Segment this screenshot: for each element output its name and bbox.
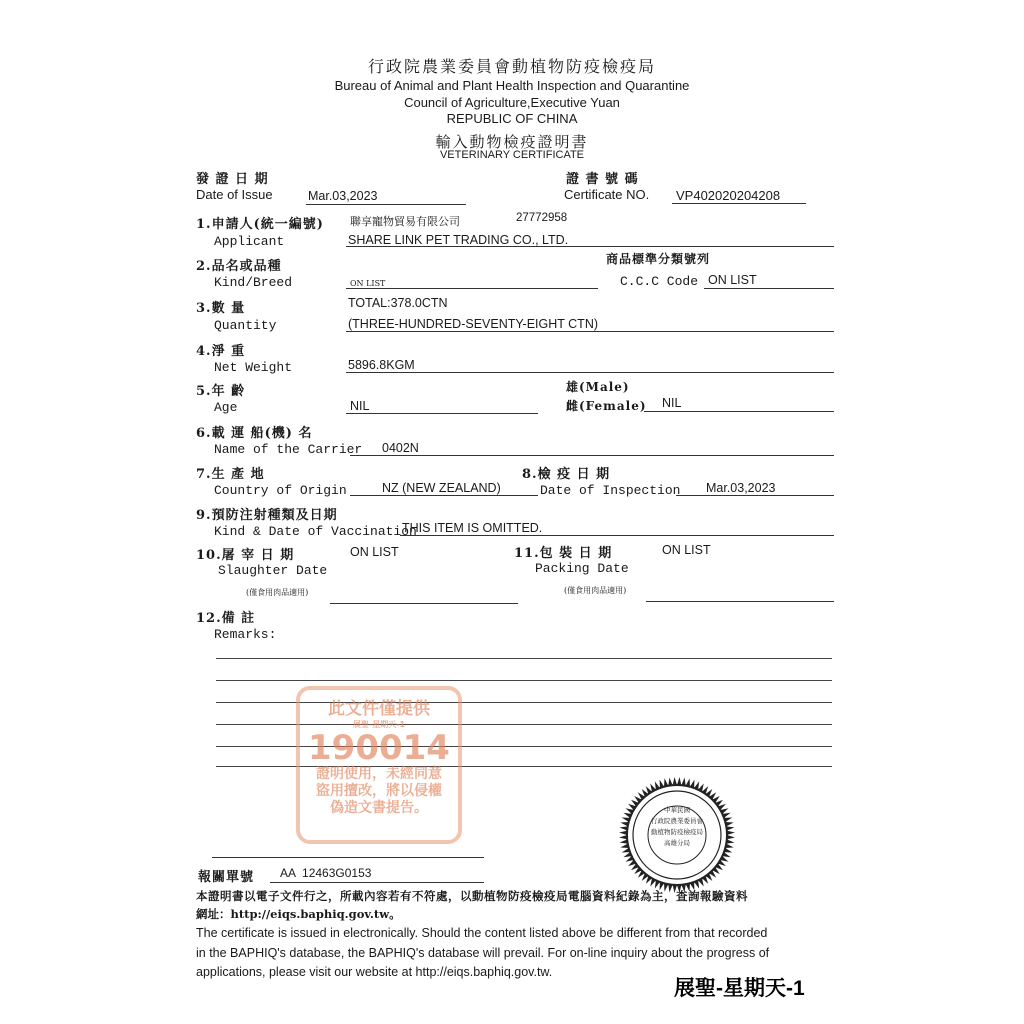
packing-label-en: Packing Date (535, 561, 629, 576)
quantity-total: TOTAL:378.0CTN (348, 296, 448, 310)
female-underline (644, 411, 834, 412)
ccc-label-zh: 商品標準分類號列 (606, 252, 711, 266)
carrier-underline (350, 455, 834, 456)
watermark-line5: 偽造文書提告。 (330, 800, 428, 816)
cert-no-label-zh: 證 書 號 碼 (566, 172, 639, 187)
vaccination-underline (400, 535, 834, 536)
watermark-line2: 展聖-星期天-1 (352, 720, 406, 729)
origin-value: NZ (NEW ZEALAND) (382, 481, 501, 495)
kind-underline (346, 288, 598, 289)
ccc-underline (704, 288, 834, 289)
net-weight-value: 5896.8KGM (348, 358, 415, 372)
inspection-label-en: Date of Inspection (540, 483, 681, 498)
watermark-number: 190014 (308, 728, 450, 768)
certificate-title-en: VETERINARY CERTIFICATE (439, 149, 585, 161)
issue-date-value: Mar.03,2023 (308, 189, 378, 203)
net-weight-underline (346, 372, 834, 373)
seal-line4: 高雄分局 (664, 839, 690, 847)
applicant-underline (346, 246, 834, 247)
origin-underline (350, 495, 538, 496)
cert-no-value: VP402020204208 (676, 188, 781, 203)
customs-underline (270, 882, 484, 883)
age-underline (346, 413, 538, 414)
remarks-label-zh: 12.備 註 (196, 611, 256, 626)
slaughter-underline (330, 603, 518, 604)
customs-value: AA 12463G0153 (280, 866, 372, 880)
applicant-tax-id: 27772958 (516, 212, 568, 224)
issue-label-en: Date of Issue (196, 187, 273, 202)
document-tag: 展聖-星期天-1 (674, 977, 805, 1000)
inspection-value: Mar.03,2023 (706, 481, 776, 495)
net-weight-label-zh: 4.淨 重 (196, 344, 246, 359)
applicant-label-en: Applicant (214, 234, 285, 249)
certificate-title-zh: 輸入動物檢疫證明書 (435, 133, 589, 151)
footer-note-zh-1: 本證明書以電子文件行之，所載內容若有不符處，以動植物防疫檢疫局電腦資料紀錄為主，查詢報驗資料 (196, 889, 748, 903)
quantity-label-zh: 3.數 量 (196, 301, 246, 316)
bureau-title-zh: 行政院農業委員會動植物防疫檢疫局 (367, 57, 656, 76)
carrier-label-zh: 6.載 運 船(機) 名 (196, 426, 313, 441)
remarks-line (216, 680, 832, 681)
packing-label-zh: 11.包 裝 日 期 (514, 546, 613, 561)
packing-underline (646, 601, 834, 602)
vaccination-label-en: Kind & Date of Vaccination (214, 524, 417, 539)
net-weight-label-en: Net Weight (214, 360, 293, 375)
quantity-label-en: Quantity (214, 318, 277, 333)
vaccination-value: THIS ITEM IS OMITTED. (402, 521, 543, 535)
issue-label-zh: 發 證 日 期 (196, 172, 269, 187)
council-title: Council of Agriculture,Executive Yuan (404, 95, 620, 110)
seal-line1: 中華民國 (664, 806, 690, 814)
applicant-label-zh: 1.申請人(統一編號) (196, 217, 324, 232)
cert-no-label-en: Certificate NO. (564, 187, 650, 202)
slaughter-value: ON LIST (350, 545, 399, 559)
slaughter-note: (僅食用肉品適用) (246, 588, 309, 597)
applicant-name-zh: 聯享寵物貿易有限公司 (350, 215, 460, 228)
ccc-value: ON LIST (708, 273, 757, 287)
age-label-en: Age (214, 400, 238, 415)
footer-note-en-2: in the BAPHIQ's database, the BAPHIQ's database will prevail. For on-line inquiry about the progress of (196, 946, 770, 960)
customs-label: 報關單號 (198, 870, 255, 885)
kind-label-zh: 2.品名或品種 (196, 259, 282, 274)
female-label: 雌(Female) (566, 399, 647, 413)
cert-no-underline (672, 203, 806, 204)
bureau-title-en: Bureau of Animal and Plant Health Inspection and Quarantine (334, 78, 690, 93)
origin-label-zh: 7.生 產 地 (196, 467, 265, 482)
remarks-label-en: Remarks: (214, 627, 277, 642)
inspection-underline (676, 495, 834, 496)
country-title: REPUBLIC OF CHINA (446, 111, 578, 126)
quantity-words: (THREE-HUNDRED-SEVENTY-EIGHT CTN) (348, 317, 599, 331)
applicant-name-en: SHARE LINK PET TRADING CO., LTD. (348, 233, 569, 247)
ccc-label-en: C.C.C Code (620, 274, 699, 289)
footer-note-zh-2: 網址：http://eiqs.baphiq.gov.tw。 (196, 907, 401, 921)
packing-value: ON LIST (662, 543, 711, 557)
age-label-zh: 5.年 齡 (196, 384, 246, 399)
remarks-line (216, 658, 832, 659)
kind-value: ON LIST (350, 279, 386, 288)
issue-date-underline (306, 204, 466, 205)
seal-line3: 動植物防疫檢疫局 (651, 828, 703, 836)
kind-label-en: Kind/Breed (214, 275, 293, 290)
footer-top-rule (212, 857, 484, 858)
slaughter-label-zh: 10.屠 宰 日 期 (196, 548, 295, 563)
watermark-line1: 此文件僅提供 (328, 699, 430, 719)
vaccination-label-zh: 9.預防注射種類及日期 (196, 508, 338, 523)
watermark-line4: 盜用擅改，將以侵權 (316, 783, 442, 799)
age-value: NIL (350, 399, 370, 413)
female-value: NIL (662, 396, 682, 410)
footer-note-en-3: applications, please visit our website at http://eiqs.baphiq.gov.tw. (196, 965, 553, 979)
seal-line2: 行政院農業委員會 (651, 817, 703, 825)
watermark-stamp (296, 686, 462, 844)
slaughter-label-en: Slaughter Date (218, 563, 328, 578)
footer-note-en-1: The certificate is issued in electronically. Should the content listed above be different from that recorded (196, 926, 768, 940)
quantity-underline (346, 331, 834, 332)
packing-note: (僅食用肉品適用) (564, 586, 627, 595)
carrier-value: 0402N (382, 441, 419, 455)
official-seal (617, 775, 737, 895)
watermark-line3: 證明使用，未經同意 (316, 766, 442, 782)
male-label: 雄(Male) (566, 380, 630, 394)
inspection-label-zh: 8.檢 疫 日 期 (522, 467, 611, 482)
origin-label-en: Country of Origin (214, 483, 347, 498)
carrier-label-en: Name of the Carrier (214, 442, 363, 457)
